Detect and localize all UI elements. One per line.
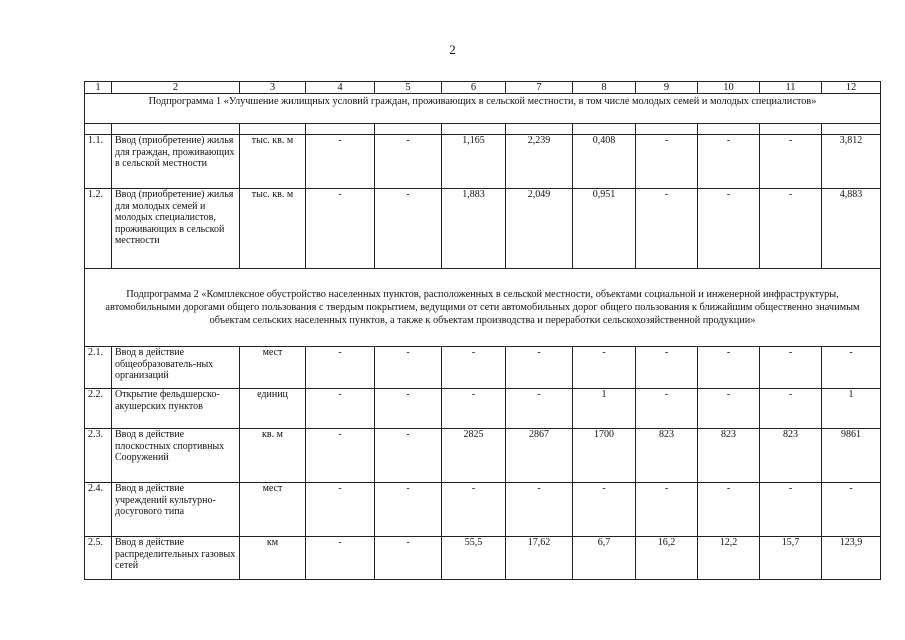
cell-value: - (306, 537, 375, 580)
row-number: 2.2. (85, 389, 112, 429)
cell-value: - (760, 135, 822, 189)
indicators-table (84, 81, 881, 580)
cell-value: - (375, 483, 442, 537)
cell-value: - (306, 135, 375, 189)
cell-value: 15,7 (760, 537, 822, 580)
cell-value: 6,7 (573, 537, 636, 580)
row-unit: тыс. кв. м (240, 135, 306, 189)
cell-value: 4,883 (822, 189, 881, 269)
row-unit: км (240, 537, 306, 580)
row-name: Ввод (приобретение) жилья для молодых семей и молодых специалистов, проживающих в сельской местности (112, 189, 240, 269)
row-number: 2.1. (85, 347, 112, 389)
spacer-row (85, 124, 881, 135)
cell-value: - (636, 483, 698, 537)
column-header: 10 (698, 82, 760, 94)
cell-value: - (573, 483, 636, 537)
table-row (85, 189, 881, 269)
column-header: 5 (375, 82, 442, 94)
cell-value: - (306, 429, 375, 483)
cell-value: - (760, 347, 822, 389)
row-name: Открытие фельдшерско-акушерских пунктов (112, 389, 240, 429)
cell-value: - (698, 347, 760, 389)
cell-value: - (506, 483, 573, 537)
cell-value: 12,2 (698, 537, 760, 580)
cell-value: - (636, 347, 698, 389)
cell-value: - (822, 347, 881, 389)
cell-value: 17,62 (506, 537, 573, 580)
cell-value: - (698, 389, 760, 429)
row-unit: мест (240, 347, 306, 389)
cell-value: 2,239 (506, 135, 573, 189)
row-unit: единиц (240, 389, 306, 429)
cell-value: - (375, 135, 442, 189)
row-name: Ввод в действие учреждений культурно-досугового типа (112, 483, 240, 537)
row-name: Ввод в действие общеобразователь-ных организаций (112, 347, 240, 389)
cell-value: 123,9 (822, 537, 881, 580)
row-name: Ввод в действие плоскостных спортивных Сооружений (112, 429, 240, 483)
cell-value: - (636, 389, 698, 429)
cell-value: 823 (760, 429, 822, 483)
table-row (85, 429, 881, 483)
cell-value: - (306, 483, 375, 537)
column-header: 2 (112, 82, 240, 94)
subprogram-1-title: Подпрограмма 1 «Улучшение жилищных условий граждан, проживающих в сельской местности, в том числе молодых семей и молодых специалистов» (85, 94, 881, 124)
cell-value: - (375, 389, 442, 429)
row-number: 1.2. (85, 189, 112, 269)
cell-value: 1 (573, 389, 636, 429)
cell-value: 55,5 (442, 537, 506, 580)
cell-value: - (306, 189, 375, 269)
cell-value: 2,049 (506, 189, 573, 269)
cell-value: 16,2 (636, 537, 698, 580)
cell-value: 1,883 (442, 189, 506, 269)
cell-value: 9861 (822, 429, 881, 483)
column-header: 12 (822, 82, 881, 94)
cell-value: 0,951 (573, 189, 636, 269)
column-header: 9 (636, 82, 698, 94)
cell-value: - (760, 389, 822, 429)
cell-value: 3,812 (822, 135, 881, 189)
cell-value: - (442, 347, 506, 389)
row-number: 1.1. (85, 135, 112, 189)
cell-value: - (306, 389, 375, 429)
cell-value: - (636, 135, 698, 189)
subprogram-2-row (85, 269, 881, 347)
column-header: 8 (573, 82, 636, 94)
cell-value: - (442, 389, 506, 429)
row-name: Ввод в действие распределительных газовых сетей (112, 537, 240, 580)
column-header: 7 (506, 82, 573, 94)
cell-value: - (760, 189, 822, 269)
cell-value: 2825 (442, 429, 506, 483)
column-header: 11 (760, 82, 822, 94)
cell-value: 1,165 (442, 135, 506, 189)
cell-value: - (375, 429, 442, 483)
column-numbers-row (85, 82, 881, 94)
table-row (85, 135, 881, 189)
cell-value: 1700 (573, 429, 636, 483)
subprogram-2-title: Подпрограмма 2 «Комплексное обустройство населенных пунктов, расположенных в сельской местности, объектами социальной и инженерной инфраструктуры, автомобильными дорогами общего пользования с твердым покрытием, ведущими от сети автомобильных дорог общего пользования к ближайшим общественно значимым объектам сельских населенных пунктов, а также к объектам производства и переработки сельскохозяйственной продукции» (85, 269, 881, 347)
cell-value: - (375, 189, 442, 269)
cell-value: - (375, 347, 442, 389)
row-number: 2.5. (85, 537, 112, 580)
column-header: 4 (306, 82, 375, 94)
cell-value: - (573, 347, 636, 389)
row-unit: мест (240, 483, 306, 537)
cell-value: - (375, 537, 442, 580)
cell-value: - (442, 483, 506, 537)
page-number: 2 (449, 42, 456, 57)
row-unit: кв. м (240, 429, 306, 483)
cell-value: 823 (636, 429, 698, 483)
table-row (85, 389, 881, 429)
row-number: 2.3. (85, 429, 112, 483)
cell-value: - (506, 389, 573, 429)
column-header: 6 (442, 82, 506, 94)
subprogram-1-row (85, 94, 881, 124)
cell-value: 1 (822, 389, 881, 429)
column-header: 3 (240, 82, 306, 94)
column-header: 1 (85, 82, 112, 94)
cell-value: 823 (698, 429, 760, 483)
cell-value: - (760, 483, 822, 537)
cell-value: - (822, 483, 881, 537)
cell-value: - (506, 347, 573, 389)
row-number: 2.4. (85, 483, 112, 537)
cell-value: - (698, 135, 760, 189)
cell-value: - (306, 347, 375, 389)
cell-value: - (636, 189, 698, 269)
row-unit: тыс. кв. м (240, 189, 306, 269)
row-name: Ввод (приобретение) жилья для граждан, проживающих в сельской местности (112, 135, 240, 189)
cell-value: 0,408 (573, 135, 636, 189)
cell-value: - (698, 189, 760, 269)
table-row (85, 347, 881, 389)
cell-value: 2867 (506, 429, 573, 483)
table-row (85, 483, 881, 537)
table-row (85, 537, 881, 580)
cell-value: - (698, 483, 760, 537)
